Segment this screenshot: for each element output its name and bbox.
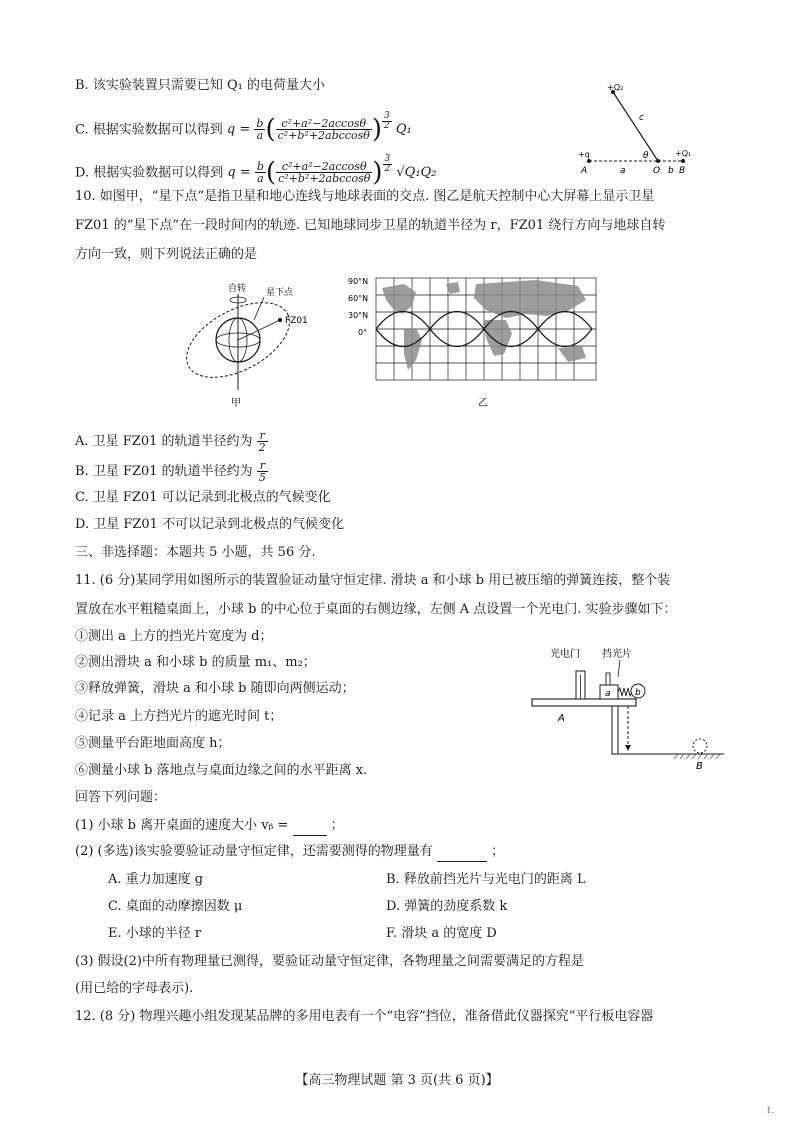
q11-part1-end: ； xyxy=(330,818,344,833)
q11-option-b: B. 释放前挡光片与光电门的距离 L xyxy=(386,872,586,887)
q10-stem-line3: 方向一致，则下列说法正确的是 xyxy=(75,247,258,262)
q11-part1 xyxy=(75,817,344,836)
ball-b-label: b xyxy=(635,688,641,698)
a-length-label: a xyxy=(620,166,626,176)
rotate-label: 自转 xyxy=(228,284,247,294)
shading-plate xyxy=(606,673,610,685)
b-point-label: B xyxy=(679,166,686,176)
q9-option-c xyxy=(75,111,412,145)
q11-stem-line1: 11. (6 分)某同学用如图所示的装置验证动量守恒定律. 滑块 a 和小球 b 用已被压缩的弹簧连接，整个装 xyxy=(75,573,671,588)
page-footer: 【高三物理试题 第 3 页(共 6 页)】 xyxy=(295,1073,499,1088)
r-over-5: $\frac{r}{5}$ xyxy=(258,459,266,484)
q11-part2-blank[interactable] xyxy=(437,843,487,862)
q9-option-c-tail: Q₁ xyxy=(395,122,412,138)
point-a-label: A xyxy=(558,713,565,724)
figure-yi-caption: 乙 xyxy=(478,398,488,409)
lat-30-label: 30°N xyxy=(348,311,369,320)
q-equals: q = xyxy=(226,122,251,138)
q12-stem-line1: 12. (8 分) 物理兴趣小组发现某品牌的多用电表有一个“电容”挡位，准备借此仪器探究“平行板电容器 xyxy=(75,1009,654,1024)
q11-option-a: A. 重力加速度 g xyxy=(108,872,204,887)
q9-option-d xyxy=(75,154,437,188)
q11-stem-line2: 置放在水平粗糙桌面上，小球 b 的中心位于桌面的右侧边缘，左侧 A 点设置一个光电门. 实验步骤如下： xyxy=(75,602,677,617)
q10-stem-line2: FZ01 的“星下点”在一段时间内的轨迹. 已知地球同步卫星的轨道半径为 r，FZ01 绕行方向与地球自转 xyxy=(75,218,666,233)
q-charge-dot xyxy=(587,159,591,163)
q11-apparatus-figure xyxy=(528,645,728,775)
segment-c xyxy=(613,92,658,161)
shade-pointer xyxy=(618,660,620,677)
q11-option-f: F. 滑块 a 的宽度 D xyxy=(386,926,497,941)
slider-a-label: a xyxy=(605,689,611,699)
q11-part1-text: (1) 小球 b 离开桌面的速度大小 vᵦ = xyxy=(75,818,289,833)
exponent: 3 2 xyxy=(384,111,390,131)
q9-option-b: B. 该实验装置只需要已知 Q₁ 的电荷量大小 xyxy=(75,78,325,93)
q9-option-d-prefix: D. 根据实验数据可以得到 xyxy=(75,165,224,181)
b-over-a: $\frac{b}{a}$ xyxy=(256,117,264,143)
q11-step1: ①测出 a 上方的挡光片宽度为 d； xyxy=(75,629,273,644)
q11-step2: ②测出滑块 a 和小球 b 的质量 m₁、m₂； xyxy=(75,655,316,670)
q10-option-a-text: A. 卫星 FZ01 的轨道半径约为 xyxy=(75,434,253,449)
inner-fraction: $\frac{\text{c²+a²−2accosθ}}{\text{c²+b²+2abccosθ}}$ xyxy=(277,117,370,143)
satellite-label: FZ01 xyxy=(285,316,308,326)
landing-ball xyxy=(693,739,707,753)
inner-fraction: $\frac{\text{c²+a²−2accosθ}}{\text{c²+b²+2abccosθ}}$ xyxy=(278,160,371,186)
q9-charge-figure xyxy=(575,78,695,178)
a-point-label: A xyxy=(581,166,588,176)
q9-option-d-tail: √Q₁Q₂ xyxy=(396,165,437,181)
q10-option-d: D. 卫星 FZ01 不可以记录到北极点的气候变化 xyxy=(75,517,345,532)
q11-part3-line2: (用已给的字母表示). xyxy=(75,981,194,996)
subpoint-pointer xyxy=(254,297,264,320)
b-over-a: $\frac{b}{a}$ xyxy=(256,160,264,186)
photogate-label: 光电门 xyxy=(550,649,580,660)
q11-part3-line1: (3) 假设(2)中所有物理量已测得，要验证动量守恒定律，各物理量之间需要满足的方程是 xyxy=(75,954,584,969)
q9-option-c-formula: q = $\frac{b}{a}$ ( $\frac{\text{c²+a²−2accosθ}}{\text{c²+b²+2abccosθ}}$ ) $^{\frac{3}{2}}$ Q₁ xyxy=(226,111,412,145)
q10-option-c: C. 卫星 FZ01 可以记录到北极点的气候变化 xyxy=(75,490,331,505)
q10-figure-jia xyxy=(176,278,326,410)
table-leg xyxy=(612,706,618,754)
o-point-label: O xyxy=(653,166,661,176)
satellite-dot xyxy=(278,318,282,322)
point-b-label: B xyxy=(696,761,703,772)
corner-mark: 1. xyxy=(766,1106,774,1115)
q10-figure-yi xyxy=(346,274,606,412)
q9-option-d-formula: q = $\frac{b}{a}$ ( $\frac{\text{c²+a²−2accosθ}}{\text{c²+b²+2abccosθ}}$ ) $^{\frac{3}{2}}$ √Q₁Q₂ xyxy=(227,154,437,188)
q11-option-d: D. 弹簧的劲度系数 k xyxy=(386,899,508,914)
shading-plate-label: 挡光片 xyxy=(602,649,632,660)
q11-option-c: C. 桌面的动摩擦因数 μ xyxy=(108,899,243,914)
q11-answer-heading: 回答下列问题： xyxy=(75,790,167,805)
q-label: +q xyxy=(578,150,590,159)
earth-satellite-line xyxy=(238,320,280,340)
q2-label: +Q₂ xyxy=(607,83,624,92)
q11-part2 xyxy=(75,843,504,862)
subpoint-label: 星下点 xyxy=(266,288,294,298)
b-length-label: b xyxy=(668,166,674,176)
q11-step5: ⑤测量平台距地面高度 h； xyxy=(75,736,231,751)
q11-step4: ④记录 a 上方挡光片的遮光时间 t； xyxy=(75,709,283,724)
q10-option-b xyxy=(75,460,268,483)
compressed-spring xyxy=(618,688,632,696)
lat-90-label: 90°N xyxy=(348,277,369,286)
theta-label: θ xyxy=(643,151,649,161)
q11-step3: ③释放弹簧，滑块 a 和小球 b 随即向两侧运动； xyxy=(75,681,355,696)
c-label: c xyxy=(639,113,644,123)
q10-option-a xyxy=(75,430,268,453)
q11-option-e: E. 小球的半径 r xyxy=(108,926,202,941)
q10-option-b-text: B. 卫星 FZ01 的轨道半径约为 xyxy=(75,464,253,479)
lat-60-label: 60°N xyxy=(348,294,369,303)
table-top xyxy=(532,699,636,706)
q1-charge-dot xyxy=(681,159,685,163)
q1-label: +Q₁ xyxy=(675,149,692,158)
q11-part1-blank[interactable] xyxy=(293,817,327,836)
drop-arrow-icon xyxy=(625,745,631,751)
o-point-dot xyxy=(656,159,660,163)
q9-option-c-prefix: C. 根据实验数据可以得到 xyxy=(75,122,223,138)
figure-jia-caption: 甲 xyxy=(231,398,241,409)
q11-part2-end: ； xyxy=(490,844,504,859)
lat-0-label: 0° xyxy=(358,328,368,337)
q-equals: q = xyxy=(227,165,251,181)
section3-heading: 三、非选择题：本题共 5 小题，共 56 分. xyxy=(75,545,316,560)
q11-step6: ⑥测量小球 b 落地点与桌面边缘之间的水平距离 x. xyxy=(75,763,368,778)
exponent: 3 2 xyxy=(384,154,391,174)
r-over-2: $\frac{r}{2}$ xyxy=(258,429,266,454)
ground-hatch xyxy=(674,754,720,759)
q11-part2-text: (2) (多选)该实验要验证动量守恒定律，还需要测得的物理量有 xyxy=(75,844,433,859)
q10-stem-line1: 10. 如图甲，“星下点”是指卫星和地心连线与地球表面的交点. 图乙是航天控制中心大屏幕上显示卫星 xyxy=(75,189,655,204)
